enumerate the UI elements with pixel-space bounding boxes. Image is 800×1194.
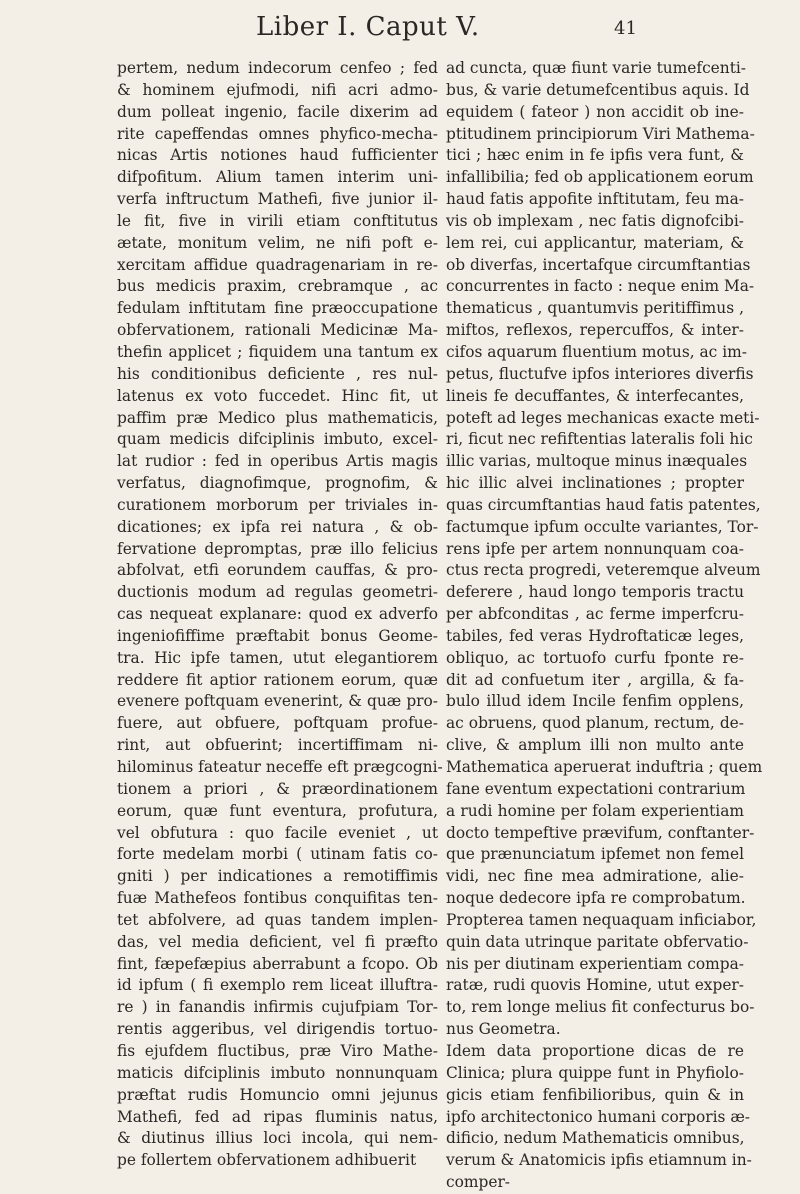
text-line: tra. Hic ipfe tamen, utut elegantiorem <box>117 648 438 667</box>
text-line: quin data utrinque paritate obfervatio- <box>446 932 749 951</box>
running-header <box>0 8 800 48</box>
text-line: ri, ficut nec refiftentias lateralis foli hic <box>446 430 753 449</box>
text-line: tabiles, fed veras Hydroftaticæ leges, <box>446 626 744 645</box>
text-line: hic illic alvei inclinationes ; propter <box>446 474 744 493</box>
text-line: cifos aquarum fluentium motus, ac im- <box>446 342 747 361</box>
text-line: pe follertem obfervationem adhibuerit <box>117 1151 417 1170</box>
text-line: nus Geometra. <box>446 1020 561 1039</box>
text-line: verfa inftructum Mathefi, five junior il- <box>117 190 438 209</box>
text-line: clive, & amplum illi non multo ante <box>446 736 744 755</box>
text-line: nicas Artis notiones haud fufficienter <box>117 146 438 165</box>
text-line: obliquo, ac tortuofo curfu fponte re- <box>446 648 744 667</box>
text-line: & hominem ejufmodi, nifi acri admo- <box>117 80 438 99</box>
text-line: lem rei, cui applicantur, materiam, & <box>446 233 744 252</box>
text-line: lineis fe decuffantes, & interfecantes, <box>446 386 744 405</box>
text-line: miftos, reflexos, repercuffos, & inter- <box>446 321 744 340</box>
text-line: tet abfolvere, ad quas tandem implen- <box>117 910 438 929</box>
text-line: ingeniofiffime præftabit bonus Geome- <box>117 626 438 645</box>
text-line: rentis aggeribus, vel dirigendis tortuo- <box>117 1020 438 1039</box>
text-line: ætate, monitum velim, ne nifi poft e- <box>117 233 438 252</box>
text-line: vis ob implexam , nec fatis dignofcibi- <box>446 211 744 230</box>
text-line: bus, & varie detumefcentibus aquis. Id <box>446 80 750 99</box>
text-line: hilominus fateatur neceffe eft prægcogni- <box>117 758 443 776</box>
text-line: thefin applicet ; fiquidem una tantum ex <box>117 342 438 361</box>
text-line: paffim præ Medico plus mathematicis, <box>117 408 438 427</box>
text-line: Mathematica aperuerat induftria ; quem <box>446 758 763 776</box>
right-column <box>446 58 763 1194</box>
text-line: le fit, five in virili etiam conftitutus <box>117 211 438 230</box>
text-line: lat rudior : fed in operibus Artis magis <box>117 452 438 471</box>
text-line: a rudi homine per folam experientiam <box>446 801 744 820</box>
text-line: tici ; hæc enim in fe ipfis vera funt, & <box>446 146 744 165</box>
text-line: verum & Anatomicis ipfis etiamnum in- <box>446 1151 752 1170</box>
text-line: fuere, aut obfuere, poftquam profue- <box>117 714 438 733</box>
text-line: dicationes; ex ipfa rei natura , & ob- <box>117 517 438 536</box>
text-line: verfatus, diagnofimque, prognofim, & <box>117 474 438 493</box>
text-line: factumque ipfum occulte variantes, Tor- <box>446 517 759 536</box>
text-line: fis ejufdem fluctibus, præ Viro Mathe- <box>117 1041 438 1060</box>
text-line: xercitam affidue quadragenariam in re- <box>117 255 438 274</box>
text-line: ob diverfas, incertafque circumftantias <box>446 255 751 274</box>
text-line: id ipfum ( fi exemplo rem liceat illuftra- <box>117 976 438 995</box>
text-line: eorum, quæ funt eventura, profutura, <box>117 801 438 820</box>
text-line: his conditionibus deficiente , res nul- <box>117 364 438 383</box>
text-line: maticis difciplinis imbuto nonnunquam <box>117 1063 438 1082</box>
text-line: Propterea tamen nequaquam inficiabor, <box>446 910 757 929</box>
text-line: abfolvat, etfi eorundem cauffas, & pro- <box>117 561 438 580</box>
text-line: per abfconditas , ac ferme imperfcru- <box>446 605 744 624</box>
text-line: forte medelam morbi ( utinam fatis co- <box>117 845 438 864</box>
text-line: dificio, nedum Mathematicis omnibus, <box>446 1129 745 1148</box>
text-line: comper- <box>446 1173 510 1192</box>
text-line: quas circumftantias haud fatis patentes, <box>446 495 761 514</box>
text-line: pertem, nedum indecorum cenfeo ; fed <box>117 59 438 77</box>
text-line: curationem morborum per triviales in- <box>117 495 438 514</box>
text-line: latenus ex voto fuccedet. Hinc fit, ut <box>117 386 438 405</box>
text-line: cas nequeat explanare: quod ex adverfo <box>117 605 438 624</box>
text-line: ptitudinem principiorum Viri Mathema- <box>446 124 755 143</box>
text-line: fane eventum expectationi contrarium <box>446 779 746 798</box>
text-line: fedulam inftitutam fine præoccupatione <box>117 299 438 318</box>
text-line: noque dedecore ipfa re comprobatum. <box>446 889 746 908</box>
text-line: docto tempeftive prævifum, conftanter- <box>446 823 755 842</box>
text-line: bulo illud idem Incile fenfim opplens, <box>446 692 744 711</box>
text-line: Clinica; plura quippe funt in Phyfiolo- <box>446 1063 744 1082</box>
text-line: ratæ, rudi quovis Homine, utut exper- <box>446 976 744 995</box>
text-line: præftat rudis Homuncio omni jejunus <box>117 1085 438 1104</box>
text-line: rint, aut obfuerint; incertiffimam ni- <box>117 736 438 755</box>
text-line: fervatione depromptas, præ illo felicius <box>117 539 438 558</box>
text-line: bus medicis praxim, crebramque , ac <box>117 277 438 296</box>
text-line: ctus recta progredi, veteremque alveum <box>446 561 761 580</box>
text-line: to, rem longe melius fit confecturus bo- <box>446 998 755 1017</box>
text-line: haud fatis appofite inftitutam, feu ma- <box>446 190 744 209</box>
text-line: poteft ad leges mechanicas exacte meti- <box>446 408 760 427</box>
text-line: concurrentes in facto : neque enim Ma- <box>446 277 755 296</box>
text-line: nis per diutinam experientiam compa- <box>446 954 744 973</box>
text-line: tionem a priori , & præordinationem <box>117 779 438 798</box>
text-line: das, vel media deficient, vel fi præfto <box>117 932 438 951</box>
text-line: illic varias, multoque minus inæquales <box>446 452 748 471</box>
text-line: que prænunciatum ipfemet non femel <box>446 845 744 864</box>
page-number: 41 <box>614 18 637 39</box>
text-line: Mathefi, fed ad ripas fluminis natus, <box>117 1107 438 1126</box>
text-line: vidi, nec fine mea admiratione, alie- <box>446 867 744 886</box>
text-line: rite capeffendas omnes phyfico-mecha- <box>117 124 438 143</box>
text-line: gniti ) per indicationes a remotiffimis <box>117 867 438 886</box>
text-line: vel obfutura : quo facile eveniet , ut <box>117 823 438 842</box>
text-line: petus, fluctufve ipfos interiores diverfis <box>446 364 754 383</box>
text-line: gicis etiam fenfibilioribus, quin & in <box>446 1085 744 1104</box>
text-line: re ) in fanandis infirmis cujufpiam Tor- <box>117 998 438 1017</box>
text-line: infallibilia; fed ob applicationem eorum <box>446 168 754 187</box>
text-line: ad cuncta, quæ fiunt varie tumefcenti- <box>446 59 747 77</box>
text-line: Idem data proportione dicas de re <box>446 1041 744 1060</box>
text-line: difpofitum. Alium tamen interim uni- <box>117 168 438 187</box>
text-line: reddere fit aptior rationem eorum, quæ <box>117 670 438 689</box>
text-line: obfervationem, rationali Medicinæ Ma- <box>117 321 438 340</box>
text-line: rens ipfe per artem nonnunquam coa- <box>446 539 744 558</box>
text-line: evenere poftquam evenerint, & quæ pro- <box>117 692 438 711</box>
text-line: dit ad confuetum iter , argilla, & fa- <box>446 670 744 689</box>
left-column <box>117 58 443 1172</box>
text-line: & diutinus illius loci incola, qui nem- <box>117 1129 438 1148</box>
text-line: ipfo architectonico humani corporis æ- <box>446 1107 751 1126</box>
text-line: deferere , haud longo temporis tractu <box>446 583 744 602</box>
text-line: quam medicis difciplinis imbuto, excel- <box>117 430 438 449</box>
text-line: ductionis modum ad regulas geometri- <box>117 583 438 602</box>
text-line: fint, fæpefæpius aberrabunt a fcopo. Ob <box>117 954 438 973</box>
running-title: Liber I. Caput V. <box>256 12 480 42</box>
text-line: thematicus , quantumvis peritiffimus , <box>446 299 744 318</box>
text-line: fuæ Mathefeos fontibus conquifitas ten- <box>117 889 438 908</box>
text-line: equidem ( fateor ) non accidit ob ine- <box>446 102 744 121</box>
text-line: ac obruens, quod planum, rectum, de- <box>446 714 744 733</box>
text-line: dum polleat ingenio, facile dixerim ad <box>117 102 438 121</box>
